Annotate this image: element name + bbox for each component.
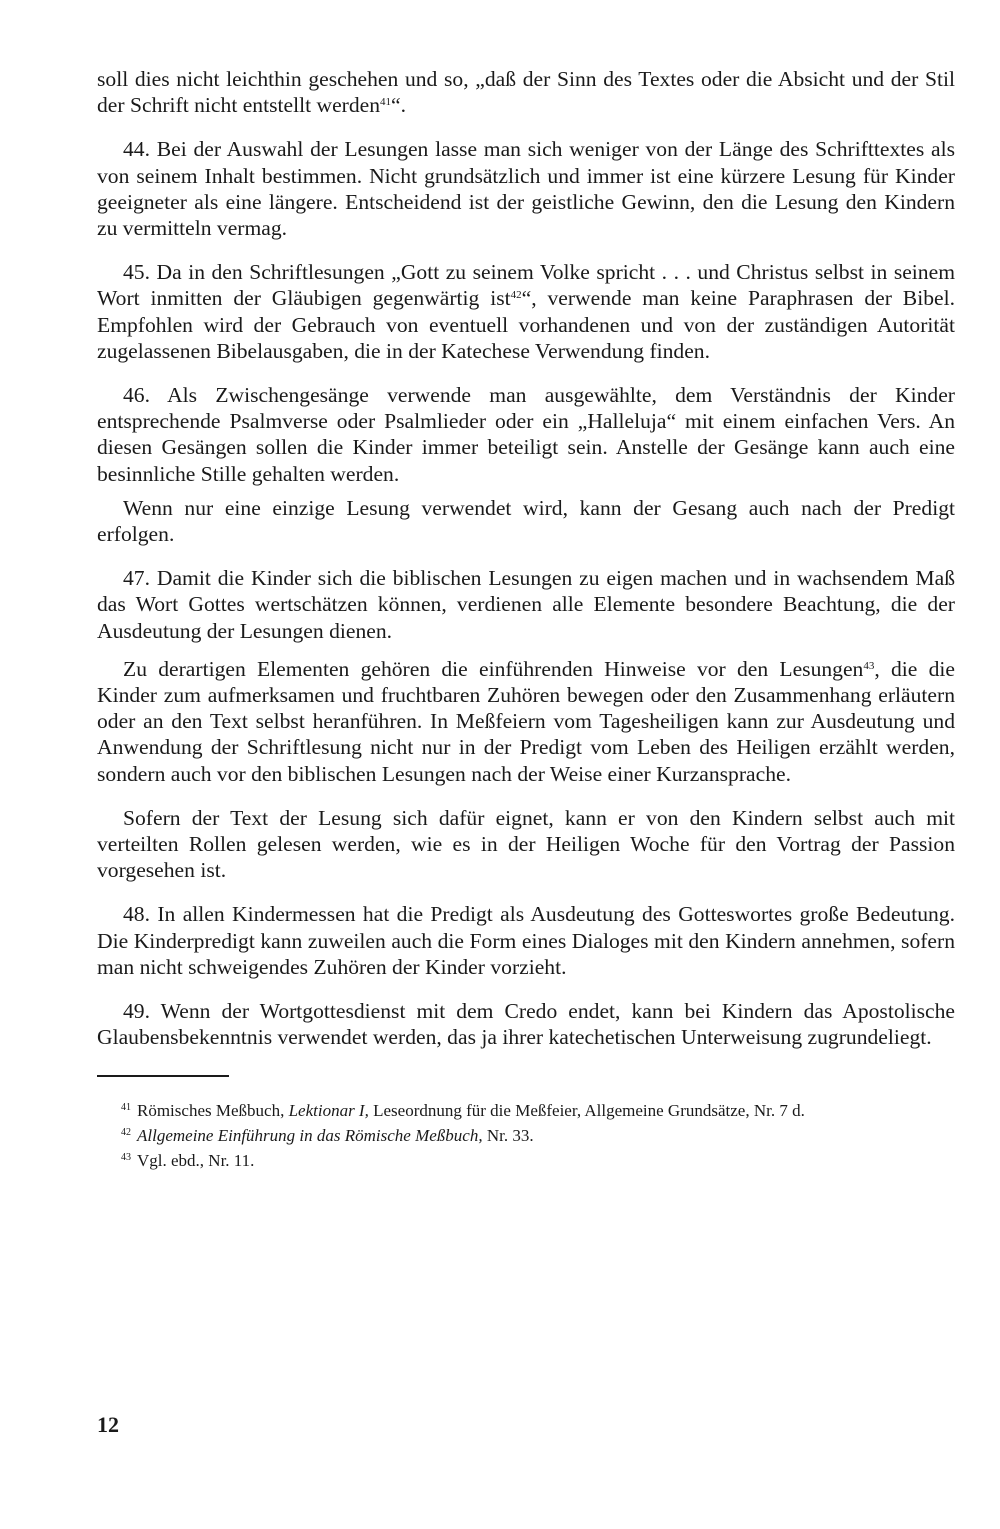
paragraph-44: 44. Bei der Auswahl der Lesungen lasse man sich weniger von der Länge des Schrifttextes als von seinem Inhalt bestimmen. Nicht grundsätzlich und immer ist eine kürzere Lesung für Kinder geeigneter als eine längere. Entscheidend ist der geistliche Gewinn, den die Lesung den Kindern zu vermitteln vermag. [97,137,955,241]
paragraph-47-roles: Sofern der Text der Lesung sich dafür eignet, kann er von den Kindern selbst auch mit verteilten Rollen gelesen werden, wie es in der Heiligen Woche für den Vortrag der Passion vorgesehen ist. [97,805,955,883]
page-number: 12 [97,1412,119,1437]
footnote-41: $^{41}$ Römisches Meßbuch, Lektionar I, Leseordnung für die Meßfeier, Allgemeine Grundsätze, Nr. 7 d. [121,1100,805,1120]
footnote-43: $^{43}$ Vgl. ebd., Nr. 11. [121,1150,255,1170]
page-body [97,66,955,1172]
footnote-ref-41[interactable]: 41 [380,96,392,109]
paragraph-48: 48. In allen Kindermessen hat die Predigt als Ausdeutung des Gotteswortes große Bedeutung. Die Kinderpredigt kann zuweilen auch die Form eines Dialoges mit den Kindern annehmen, sofern man nicht schweigendes Zuhören der Kinder vorzieht. [97,902,955,979]
paragraph-46: 46. Als Zwischengesänge verwende man ausgewählte, dem Verständnis der Kinder entsprechende Psalmverse oder Psalmlieder oder ein „Halleluja“ mit einem einfachen Vers. An diesen Gesängen sollen die Kinder immer beteiligt sein. Anstelle der Gesänge kann auch eine besinnliche Stille gehalten werden. [97,383,955,486]
paragraph-45: 45. Da in den Schriftlesungen „Gott zu seinem Volke spricht . . . und Christus selbst in seinem Wort inmitten der Gläubigen gegenwärtig ist$^{42}$“, verwende man keine Paraphrasen der Bibel. Empfohlen wird der Gebrauch von eventuell vorhandenen und von der zuständigen Autorität zugelassenen Bibelausgaben, die in der Katechese Verwendung finden. [97,260,955,363]
paragraph-47: 47. Damit die Kinder sich die biblischen Lesungen zu eigen machen und in wachsendem Maß das Wort Gottes wertschätzen können, verdienen alle Elemente besondere Beachtung, die der Ausdeutung der Lesungen dienen. [97,566,955,643]
paragraph-49: 49. Wenn der Wortgottesdienst mit dem Credo endet, kann bei Kindern das Apostolische Glaubensbekenntnis verwendet werden, das ja ihrer katechetischen Unterweisung zugrundeliegt. [97,999,955,1050]
paragraph-continuation: soll dies nicht leichthin geschehen und so, „daß der Sinn des Textes oder die Absicht und der Stil der Schrift nicht entstellt werden$^{41}$“. [97,67,955,118]
paragraph-47-elements: Zu derartigen Elementen gehören die einführenden Hinweise vor den Lesungen$^{43}$, die die Kinder zum aufmerksamen und fruchtbaren Zuhören bewegen oder den Zusammenhang erläutern oder an den Text selbst heranführen. In Meßfeiern vom Tagesheiligen kann zur Ausdeutung und Anwendung der Schriftlesung nicht nur in der Predigt vom Leben des Heiligen erzählt werden, sondern auch vor den biblischen Lesungen nach der Weise einer Kurzansprache. [97,656,955,786]
footnote-ref-42[interactable]: 42 [510,289,522,302]
footnote-42: $^{42}$ Allgemeine Einführung in das Römische Meßbuch, Nr. 33. [121,1125,534,1145]
footnote-ref-43[interactable]: 43 [863,659,875,672]
paragraph-46-continued: Wenn nur eine einzige Lesung verwendet wird, kann der Gesang auch nach der Predigt erfolgen. [97,495,955,547]
footnote-divider [97,1075,229,1077]
